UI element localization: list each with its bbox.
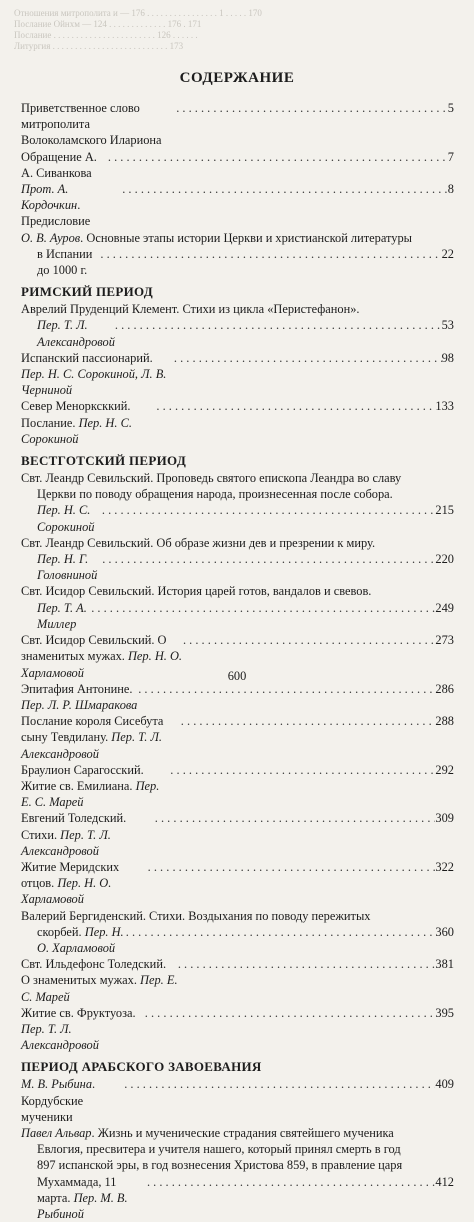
- toc-entry-title: [21, 1076, 124, 1125]
- title-text: Приветственное слово митрополита Волоколамского Илариона: [21, 101, 162, 148]
- toc-entry: [21, 1174, 454, 1222]
- toc-entry-title: [21, 302, 360, 316]
- dot-leader: [155, 810, 436, 859]
- dot-leader: [176, 100, 448, 149]
- toc-page-number: 5: [447, 101, 454, 115]
- title-text: Браулион Сарагосский. Житие св. Емилиана.: [21, 762, 144, 793]
- toc-entry-title: [21, 1005, 145, 1054]
- title-text: Евгений Толедский. Стихи.: [21, 811, 127, 842]
- toc-entry-line: [21, 908, 454, 924]
- table-of-contents: [21, 100, 454, 1222]
- author-name: Пер. Е. С. Марей: [21, 778, 160, 810]
- toc-entry: [21, 246, 454, 278]
- toc-entry-title: [37, 551, 102, 583]
- author-name: О. В. Ауров: [21, 230, 81, 245]
- title-text: скорбей.: [37, 924, 85, 939]
- dot-leader: [178, 956, 436, 1005]
- toc-page-number: 98: [441, 350, 454, 365]
- toc-entry-title: [21, 713, 181, 762]
- toc-entry: [21, 924, 454, 956]
- toc-entry: [21, 502, 454, 534]
- toc-page-number: 7: [447, 149, 454, 164]
- author-name: Павел Альвар: [21, 1125, 92, 1140]
- author-name: Пер. Т. Л. Александровой: [21, 730, 162, 761]
- toc-entry-title: [37, 924, 126, 956]
- author-name: Пер. Н. С. Сорокиной: [21, 415, 132, 446]
- title-text: Житие св. Фруктуоза.: [21, 1005, 136, 1020]
- title-text: Обращение А. А. Сиванкова: [21, 149, 97, 180]
- toc-entry-title: [37, 1158, 402, 1172]
- toc-entry-line: [21, 470, 454, 486]
- toc-entry-title: [21, 1126, 394, 1140]
- title-text: . Основные этапы истории Церкви и христианской литературы: [80, 230, 413, 245]
- toc-entry-title: [21, 536, 375, 550]
- toc-entry: [21, 350, 454, 399]
- toc-entry-line: [21, 583, 454, 599]
- page-title: СОДЕРЖАНИЕ: [179, 70, 295, 86]
- toc-entry-title: [21, 681, 138, 713]
- toc-entry-title: [21, 810, 155, 859]
- toc-entry-line: [21, 1125, 454, 1141]
- toc-page-number: 395: [435, 1005, 454, 1020]
- toc-page-number: 249: [435, 600, 454, 615]
- dot-leader: [91, 600, 435, 632]
- section-heading: ВЕСТГОТСКИЙ ПЕРИОД: [21, 453, 187, 469]
- dot-leader: [148, 859, 436, 908]
- toc-entry: [21, 681, 454, 713]
- section-heading: ПЕРИОД АРАБСКОГО ЗАВОЕВАНИЯ: [21, 1059, 262, 1075]
- toc-page-number: 220: [435, 552, 454, 567]
- toc-entry: [21, 551, 454, 583]
- toc-entry: [21, 149, 454, 181]
- page-number: 600: [227, 669, 247, 683]
- toc-entry: [21, 181, 454, 230]
- dot-leader: [145, 1005, 436, 1054]
- title-text: Валерий Бергиденский. Стихи. Воздыхания по поводу пережитых: [21, 908, 371, 923]
- dot-leader: [102, 551, 435, 583]
- title-text: Свт. Леандр Севильский. Проповедь святого епископа Леандра во славу: [21, 471, 402, 486]
- toc-entry-title: [37, 600, 91, 632]
- toc-entry-line: [21, 1141, 454, 1157]
- toc-entry: [21, 859, 454, 908]
- toc-page-number: 360: [435, 924, 454, 939]
- toc-entry: [21, 762, 454, 811]
- title-text: Свт. Исидор Севильский. О знаменитых мужах.: [21, 633, 167, 664]
- author-name: Пер. Л. Р. Шмаракова: [21, 697, 138, 712]
- toc-page-number: 133: [435, 399, 454, 414]
- dot-leader: [124, 1076, 435, 1125]
- toc-entry-title: [21, 231, 412, 245]
- title-text: . Кордубские мученики: [21, 1077, 96, 1124]
- toc-entry: [21, 956, 454, 1005]
- toc-entry-line: [21, 230, 454, 246]
- toc-page-number: 53: [441, 318, 454, 333]
- toc-entry-line: [21, 535, 454, 551]
- title-text: Свт. Исидор Севильский. История царей готов, вандалов и свевов.: [21, 584, 372, 599]
- toc-entry: [21, 713, 454, 762]
- toc-page-number: 8: [447, 182, 454, 197]
- dot-leader: [100, 246, 441, 278]
- toc-entry-title: [21, 762, 170, 811]
- toc-entry-title: [21, 584, 371, 598]
- title-text: Свт. Ильдефонс Толедский. О знаменитых мужах.: [21, 957, 167, 988]
- dot-leader: [138, 681, 435, 713]
- toc-entry-line: [21, 301, 454, 317]
- author-name: Пер. Т. А. Миллер: [37, 600, 87, 631]
- toc-entry: [21, 1076, 454, 1125]
- title-text: . Жизнь и мученические страдания святейшего мученика: [91, 1125, 394, 1140]
- toc-entry-title: [37, 502, 102, 534]
- section-heading: РИМСКИЙ ПЕРИОД: [21, 284, 154, 300]
- toc-entry-line: [21, 486, 454, 502]
- toc-entry-title: [21, 471, 401, 485]
- author-name: Пер. М. В. Рыбиной: [37, 1190, 128, 1221]
- toc-entry: [21, 317, 454, 349]
- toc-page-number: 381: [435, 957, 454, 972]
- dot-leader: [126, 924, 436, 956]
- toc-page-number: 309: [435, 811, 454, 826]
- toc-entry-line: [21, 1157, 454, 1173]
- toc-entry: [21, 398, 454, 447]
- title-text: Свт. Леандр Севильский. Об образе жизни дев и презрении к миру.: [21, 535, 376, 550]
- toc-page-number: 292: [435, 762, 454, 777]
- toc-entry: [21, 810, 454, 859]
- toc-page-number: 286: [435, 681, 454, 696]
- toc-entry-title: [21, 149, 108, 181]
- toc-entry-title: [21, 350, 174, 399]
- dot-leader: [174, 350, 442, 399]
- toc-entry-title: [37, 1174, 147, 1222]
- toc-entry: [21, 100, 454, 149]
- toc-entry-title: [21, 100, 176, 149]
- toc-entry-title: [21, 398, 156, 447]
- author-name: Пер. Н. О. Харламовой: [21, 876, 112, 907]
- title-text: 897 испанской эры, в год вознесения Христова 859, в правление царя: [37, 1158, 403, 1173]
- dot-leader: [147, 1174, 435, 1222]
- toc-page-number: 322: [435, 859, 454, 874]
- toc-page-number: 273: [435, 633, 454, 648]
- title-text: Церкви по поводу обращения народа, произнесенная после собора.: [37, 487, 393, 502]
- toc-page-number: 412: [435, 1174, 454, 1189]
- toc-entry-title: [37, 1142, 401, 1156]
- author-name: Пер. Т. Л. Александровой: [21, 827, 111, 858]
- dot-leader: [108, 149, 448, 181]
- toc-page-number: 22: [441, 246, 454, 261]
- toc-page-number: 288: [435, 714, 454, 729]
- dot-leader: [170, 762, 435, 811]
- title-text: Мухаммада, 11 марта.: [37, 1174, 117, 1205]
- toc-page-number: 409: [435, 1077, 454, 1092]
- title-text: . Предисловие: [21, 198, 91, 229]
- author-name: Прот. А. Кордочкин: [21, 182, 78, 213]
- author-name: Пер. Н. С. Сорокиной: [37, 503, 95, 534]
- toc-entry: [21, 1005, 454, 1054]
- author-name: Пер. Е. С. Марей: [21, 973, 178, 1004]
- author-name: М. В. Рыбина: [21, 1077, 93, 1092]
- toc-entry-title: [37, 317, 115, 349]
- title-text: Послание короля Сисебута сыну Тевдилану.: [21, 714, 164, 745]
- toc-entry-title: [21, 909, 370, 923]
- dot-leader: [115, 317, 442, 349]
- dot-leader: [122, 181, 448, 230]
- toc-page-number: 215: [435, 503, 454, 518]
- dot-leader: [102, 502, 436, 534]
- toc-entry-title: [21, 859, 148, 908]
- toc-entry-title: [37, 487, 393, 501]
- title-text: Испанский пассионарий.: [21, 350, 153, 365]
- dot-leader: [156, 398, 435, 447]
- toc-entry-title: [37, 246, 100, 278]
- title-text: в Испании до 1000 г.: [37, 246, 93, 278]
- author-name: Пер. Т. Л. Александровой: [21, 1021, 99, 1053]
- author-name: Пер. Н. О. Харламовой: [21, 649, 183, 680]
- dot-leader: [181, 713, 436, 762]
- author-name: Пер. Т. Л. Александровой: [37, 318, 115, 349]
- title-text: Север Менорксккий. Послание.: [21, 399, 131, 430]
- title-text: Евлогия, пресвитера и учителя нашего, который принял смерть в год: [37, 1142, 401, 1157]
- toc-entry: [21, 600, 454, 632]
- title-text: Эпитафия Антонине.: [21, 681, 133, 696]
- title-text: Аврелий Пруденций Клемент. Стихи из цикла «Перистефанон».: [21, 302, 360, 317]
- author-name: Пер. Н. С. Сорокиной, Л. В. Черниной: [21, 367, 167, 398]
- author-name: Пер. Н. О. Харламовой: [37, 924, 124, 955]
- title-text: Житие Меридских отцов.: [21, 859, 120, 891]
- author-name: Пер. Н. Г. Головниной: [37, 552, 98, 583]
- toc-entry-title: [21, 181, 122, 230]
- bleed-through-text: Отношения митрополита и — 176 . . . . . . . . . . . . . . . . 1 . . . . . 170 Послание Ойнхм — 124 . . . . . . . . . . . . . 176 . 171 Послание . . . . . . . . . . . . . . . . . . . . . . . 126 . . . . . . Литургия . . . . . . . . . . . . . . . . . . . . . . . . . . 173: [14, 8, 262, 51]
- toc-entry-title: [21, 956, 178, 1005]
